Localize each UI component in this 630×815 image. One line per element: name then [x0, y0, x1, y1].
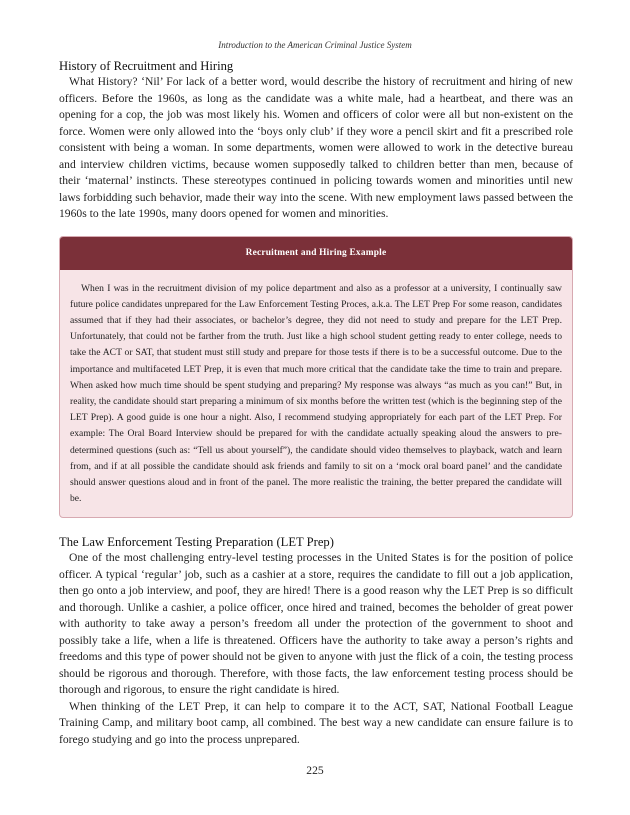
history-paragraph: What History? ‘Nil’ For lack of a better word, would describe the history of recruitment and hiring of new officers. Before the 1960s, as long as the candidate was a white male, had a heartbeat, and there was an opening for a cop, the job was most likely his. Women and officers of color were all but non-existent on the force. Women were only allowed into the ‘boys only club’ if they wore a pencil skirt and fit a prescribed role consistent with being a woman. In some departments, women were allowed to work in the detective bureau and interview children victims, because women supposedly talked to children better than men, because of their ‘maternal’ instincts. These stereotypes continued in policing towards women and minorities until new laws forbidding such behavior, made their way into the scene. With new employment laws passed between the 1960s to the late 1990s, many doors opened for women and minorities.	[59, 75, 573, 220]
running-header: Introduction to the American Criminal Justice System	[218, 40, 412, 50]
callout-paragraph: When I was in the recruitment division of my police department and also as a professor at a university, I continually saw future police candidates unprepared for the Law Enforcement Testing Proces, a.k.a. The LET Prep For some reason, candidates assumed that if they had their associates, or bachelor’s degree, they did not need to study and prepare for the LET Prep. Unfortunately, that could not be farther from the truth. Just like a high school student getting ready to enter college, needs to take the ACT or SAT, that student must still study and prepare for those tests if there is to be a successful outcome. Due to the importance and multifaceted LET Prep, it is even that much more critical that the candidate take the time to train and prepare. When asked how much time should be spent studying and preparing? My response was always “as much as you can!” But, in reality, the candidate should start preparing a minimum of six months before the written test (which is the beginning step of the LET Prep). A good guide is one hour a night. Also, I recommend studying appropriately for each part of the LET Prep. For example: The Oral Board Interview should be prepared for with the candidate actually speaking aloud the answers to pre-determined questions (such as: “Tell us about yourself”), the candidate should video themselves to playback, watch and learn from, and if at all possible the candidate should ask friends and family to sit on a ‘mock oral board panel’ and the candidate should answer questions aloud and in front of the panel. The more realistic the training, the better prepared the candidate will be.	[70, 282, 562, 505]
let-prep-paragraph-2: When thinking of the LET Prep, it can help to compare it to the ACT, SAT, National Football League Training Camp, and military boot camp, all combined. The best way a new candidate can ensure failure is to forego studying and go into the process unprepared.	[59, 699, 573, 746]
section-heading-history: History of Recruitment and Hiring	[59, 59, 234, 73]
section-heading-let-prep: The Law Enforcement Testing Preparation (LET Prep)	[59, 535, 334, 550]
callout-title: Recruitment and Hiring Example	[60, 237, 572, 270]
callout-box	[59, 236, 573, 519]
page-content	[59, 58, 573, 748]
let-prep-paragraph-1: One of the most challenging entry-level testing processes in the United States is for the position of police officer. A typical ‘regular’ job, such as a cashier at a store, requires the candidate to fill out a job application, then go onto a job interview, and poof, they are hired! There is a good reason why the LET Prep is so difficult and thorough. Unlike a cashier, a police officer, once hired and trained, becomes the beholder of great power with authority to take away a person’s freedom all under the protection of the government to shoot and possibly take a life, when a life is threatened. Officers have the authority to take away a person’s rights and freedoms and this type of power should not be given to anyone with just the flick of a coin, the testing process should be rigorous and thorough. Therefore, with those facts, the law enforcement testing process should be thorough and rigorous, to ensure the right candidate is hired.	[59, 551, 573, 697]
section-let-prep	[59, 534, 573, 748]
callout-body	[60, 270, 572, 518]
page-number: 225	[306, 764, 324, 777]
